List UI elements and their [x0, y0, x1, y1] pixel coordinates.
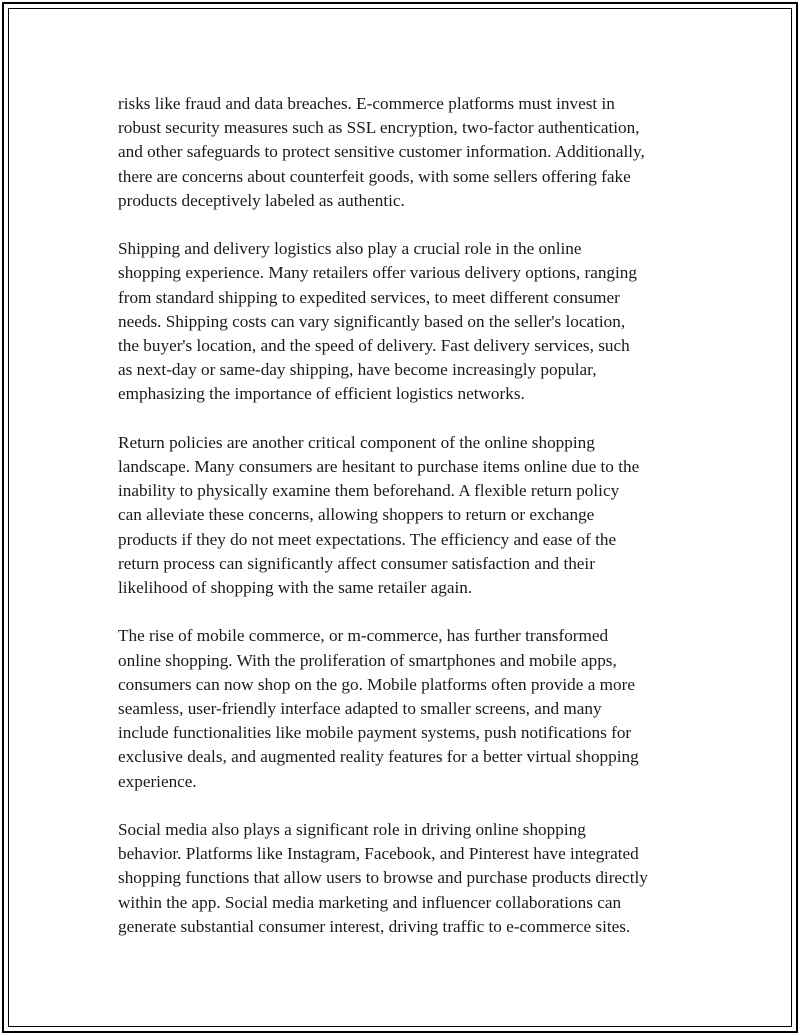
paragraph-social-media: Social media also plays a significant role in driving online shopping behavior. Platforms like Instagram, Facebook, and Pinterest have integrated shopping functions that allow users to browse and purchase products directly within the app. Social media marketing and influencer collaborations can generate substantial consumer interest, driving traffic to e-commerce sites.: [118, 820, 648, 936]
document-body: [118, 92, 690, 963]
paragraph-return-policies: Return policies are another critical component of the online shopping landscape. Many consumers are hesitant to purchase items online due to the inability to physically examine them beforehand. A flexible return policy can alleviate these concerns, allowing shoppers to return or exchange products if they do not meet expectations. The efficiency and ease of the return process can significantly affect consumer satisfaction and their likelihood of shopping with the same retailer again.: [118, 432, 640, 598]
paragraph-shipping-logistics: Shipping and delivery logistics also play a crucial role in the online shopping experience. Many retailers offer various delivery options, ranging from standard shipping to expedited services, to meet different consumer needs. Shipping costs can vary significantly based on the seller's location, the buyer's location, and the speed of delivery. Fast delivery services, such as next-day or same-day shipping, have become increasingly popular, emphasizing the importance of efficient logistics networks.: [118, 239, 637, 404]
paragraph-security-risks: risks like fraud and data breaches. E-commerce platforms must invest in robust security measures such as SSL encryption, two-factor authentication, and other safeguards to protect sensitive customer information. Additionally, there are concerns about counterfeit goods, with some sellers offering fake products deceptively labeled as authentic.: [118, 94, 645, 210]
paragraph-mobile-commerce: The rise of mobile commerce, or m-commerce, has further transformed online shopping. With the proliferation of smartphones and mobile apps, consumers can now shop on the go. Mobile platforms often provide a more seamless, user-friendly interface adapted to smaller screens, and many include functionalities like mobile payment systems, push notifications for exclusive deals, and augmented reality features for a better virtual shopping experience.: [118, 626, 639, 791]
